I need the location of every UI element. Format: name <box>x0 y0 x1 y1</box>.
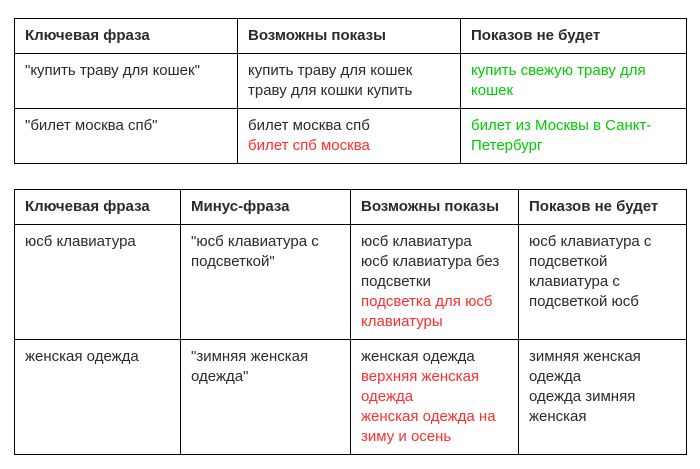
table1-col-header-no-shows: Показов не будет <box>461 19 687 54</box>
key-phrase: юсб клавиатура <box>25 233 136 250</box>
table1-col-header-possible-shows: Возможны показы <box>238 19 461 54</box>
table2-row1-key-phrase-cell <box>15 225 181 340</box>
table2-row1-minus-phrase-cell <box>181 225 351 340</box>
phrase-line: женская одежда на зиму и осень <box>361 408 496 445</box>
phrase-line: зимняя женская одежда <box>529 348 641 385</box>
table1-row1-key-phrase-cell <box>15 54 238 109</box>
table2-row-2 <box>15 340 687 455</box>
phrase-line: билет спб москва <box>248 137 370 154</box>
phrase-line: юсб клавиатура без подсветки <box>361 253 500 290</box>
phrase-line: одежда зимняя женская <box>529 388 636 425</box>
table1-header-row <box>15 19 687 54</box>
table1-row1-possible-shows-cell <box>238 54 461 109</box>
table2-row-1 <box>15 225 687 340</box>
phrase-line: купить траву для кошек <box>248 62 413 79</box>
table2-row2-possible-shows-cell <box>351 340 519 455</box>
table1-row1-no-shows-cell <box>461 54 687 109</box>
table1-row-2 <box>15 109 687 164</box>
table2-row2-key-phrase-cell <box>15 340 181 455</box>
table2-col-header-minus-phrase: Минус-фраза <box>181 190 351 225</box>
table2-col-header-no-shows: Показов не будет <box>519 190 687 225</box>
table1-row2-possible-shows-cell <box>238 109 461 164</box>
exact-match-table <box>14 18 687 164</box>
key-phrase: "билет москва спб" <box>25 117 158 134</box>
phrase-line: билет из Москвы в Санкт-Петербург <box>471 117 652 154</box>
key-phrase: женская одежда <box>25 348 139 365</box>
table1-row2-key-phrase-cell <box>15 109 238 164</box>
phrase-line: юсб клавиатура <box>361 233 472 250</box>
minus-phrase-table <box>14 189 687 455</box>
key-phrase: "купить траву для кошек" <box>25 62 200 79</box>
phrase-line: подсветка для юсб клавиатуры <box>361 293 493 330</box>
phrase-line: юсб клавиатура с подсветкой <box>529 233 652 270</box>
table2-col-header-key-phrase: Ключевая фраза <box>15 190 181 225</box>
table1-row-1 <box>15 54 687 109</box>
table2-header-row <box>15 190 687 225</box>
phrase-line: клавиатура с подсветкой юсб <box>529 273 639 310</box>
phrase-line: женская одежда <box>361 348 475 365</box>
table2-row1-no-shows-cell <box>519 225 687 340</box>
minus-phrase: "зимняя женская одежда" <box>191 348 309 385</box>
phrase-line: верхняя женская одежда <box>361 368 480 405</box>
minus-phrase: "юсб клавиатура с подсветкой" <box>191 233 319 270</box>
table1-row2-no-shows-cell <box>461 109 687 164</box>
table2-row1-possible-shows-cell <box>351 225 519 340</box>
table1-col-header-key-phrase: Ключевая фраза <box>15 19 238 54</box>
phrase-line: траву для кошки купить <box>248 82 413 99</box>
table2-col-header-possible-shows: Возможны показы <box>351 190 519 225</box>
phrase-line: билет москва спб <box>248 117 370 134</box>
table2-row2-no-shows-cell <box>519 340 687 455</box>
phrase-line: купить свежую траву для кошек <box>471 62 646 99</box>
table2-row2-minus-phrase-cell <box>181 340 351 455</box>
